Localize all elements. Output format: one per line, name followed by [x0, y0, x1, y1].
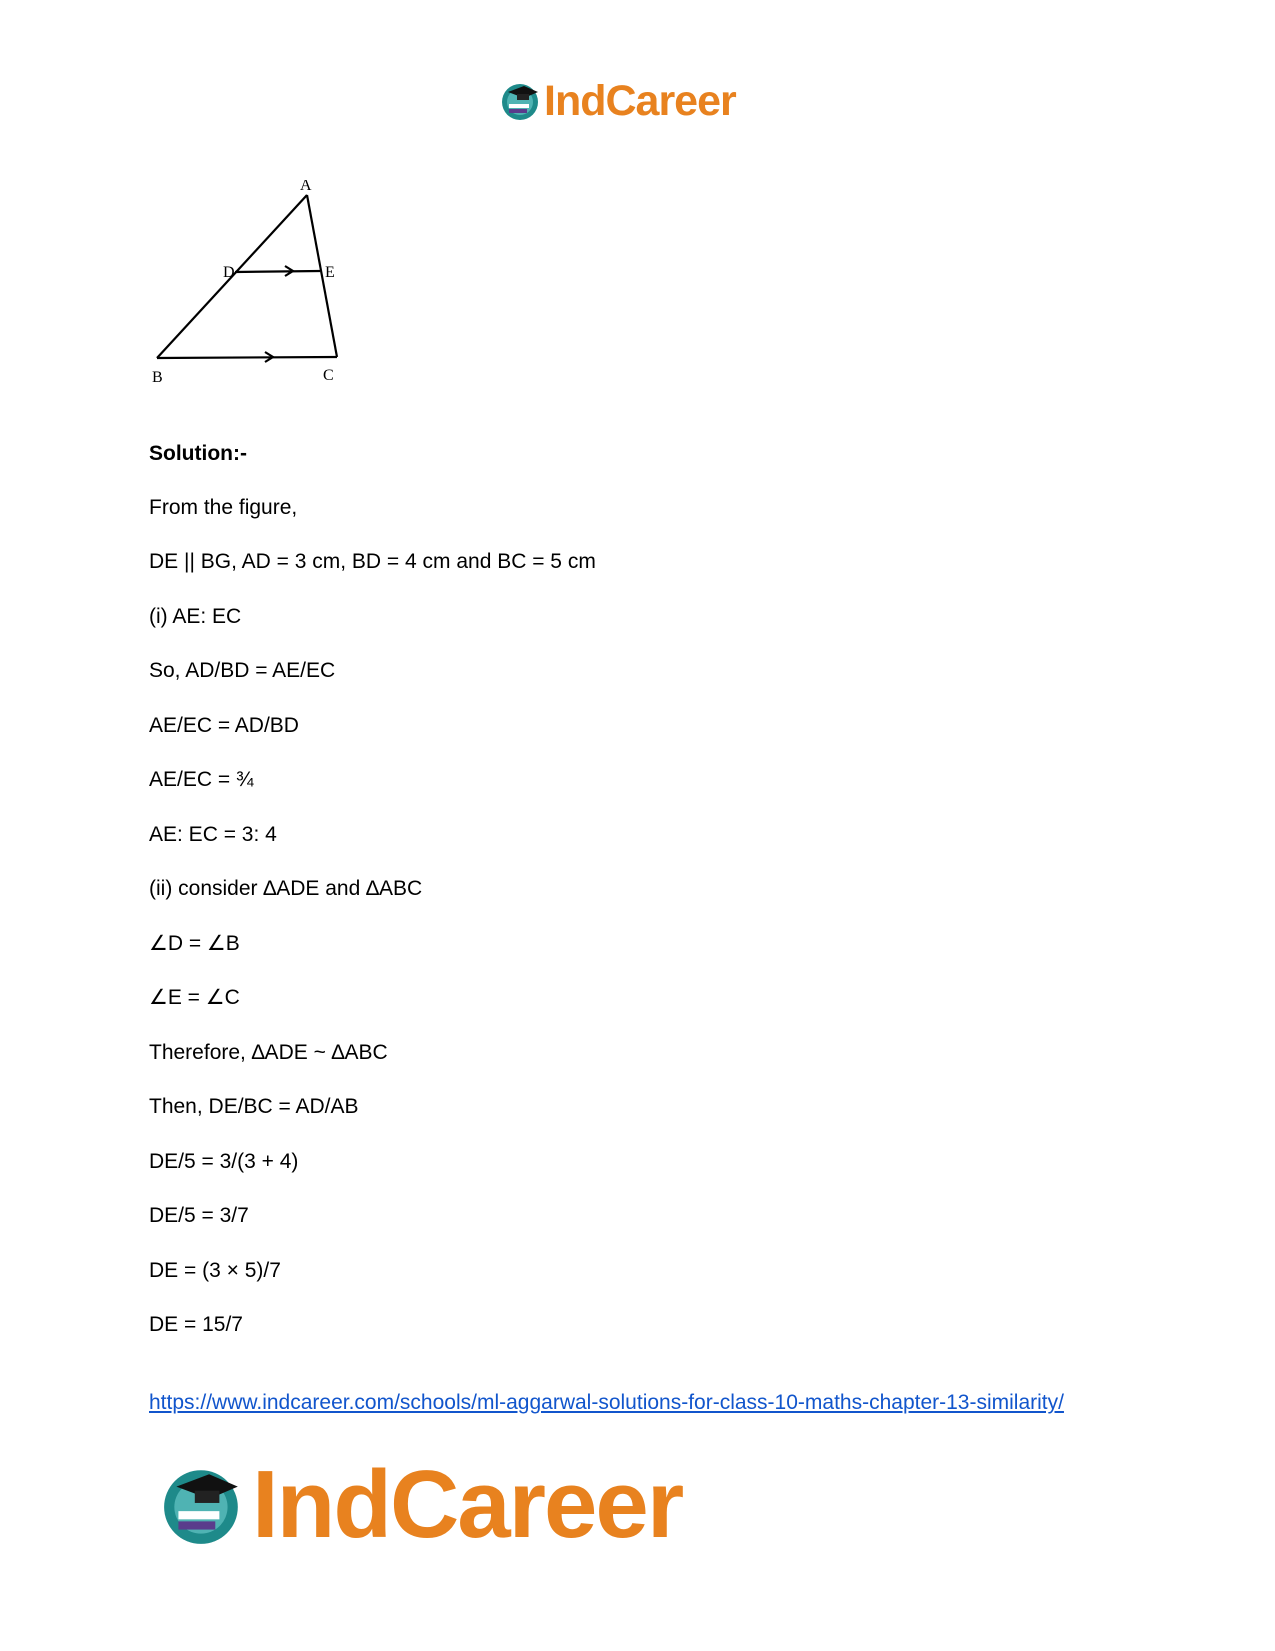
- solution-line: AE/EC = ¾: [149, 768, 254, 791]
- solution-line: So, AD/BD = AE/EC: [149, 659, 336, 682]
- solution-line: From the figure,: [149, 496, 298, 519]
- solution-line: Then, DE/BC = AD/AB: [149, 1095, 359, 1118]
- solution-line: AE: EC = 3: 4: [149, 823, 277, 846]
- label-b: B: [152, 369, 163, 386]
- solution-line: ∠E = ∠C: [149, 986, 240, 1009]
- solution-line: Therefore, ∆ADE ~ ∆ABC: [149, 1041, 388, 1064]
- solution-line: AE/EC = AD/BD: [149, 714, 299, 737]
- footer-logo: [160, 1451, 683, 1558]
- solution-line: DE/5 = 3/7: [149, 1204, 249, 1227]
- triangle-figure: [145, 180, 365, 395]
- solution-line: (ii) consider ∆ADE and ∆ABC: [149, 877, 423, 900]
- header-logo: [500, 76, 736, 125]
- solution-line: DE || BG, AD = 3 cm, BD = 4 cm and BC = 5 cm: [149, 550, 596, 573]
- label-e: E: [325, 264, 335, 281]
- graduation-globe-icon: [500, 80, 542, 122]
- side-bc: [157, 357, 337, 358]
- solution-line: DE/5 = 3/(3 + 4): [149, 1150, 299, 1173]
- solution-line: DE = 15/7: [149, 1313, 243, 1336]
- solution-heading: Solution:-: [149, 442, 247, 465]
- solution-line: DE = (3 × 5)/7: [149, 1259, 281, 1282]
- source-link[interactable]: https://www.indcareer.com/schools/ml-aggarwal-solutions-for-class-10-maths-chapter-13-similarity/: [149, 1391, 1064, 1414]
- graduation-globe-icon: [160, 1462, 246, 1548]
- label-a: A: [300, 180, 312, 194]
- solution-line: ∠D = ∠B: [149, 932, 240, 955]
- segment-de: [235, 271, 320, 272]
- label-d: D: [223, 264, 235, 281]
- logo-wordmark: IndCareer: [252, 1451, 683, 1558]
- logo-wordmark: IndCareer: [544, 76, 736, 125]
- solution-line: (i) AE: EC: [149, 605, 242, 628]
- label-c: C: [323, 367, 334, 384]
